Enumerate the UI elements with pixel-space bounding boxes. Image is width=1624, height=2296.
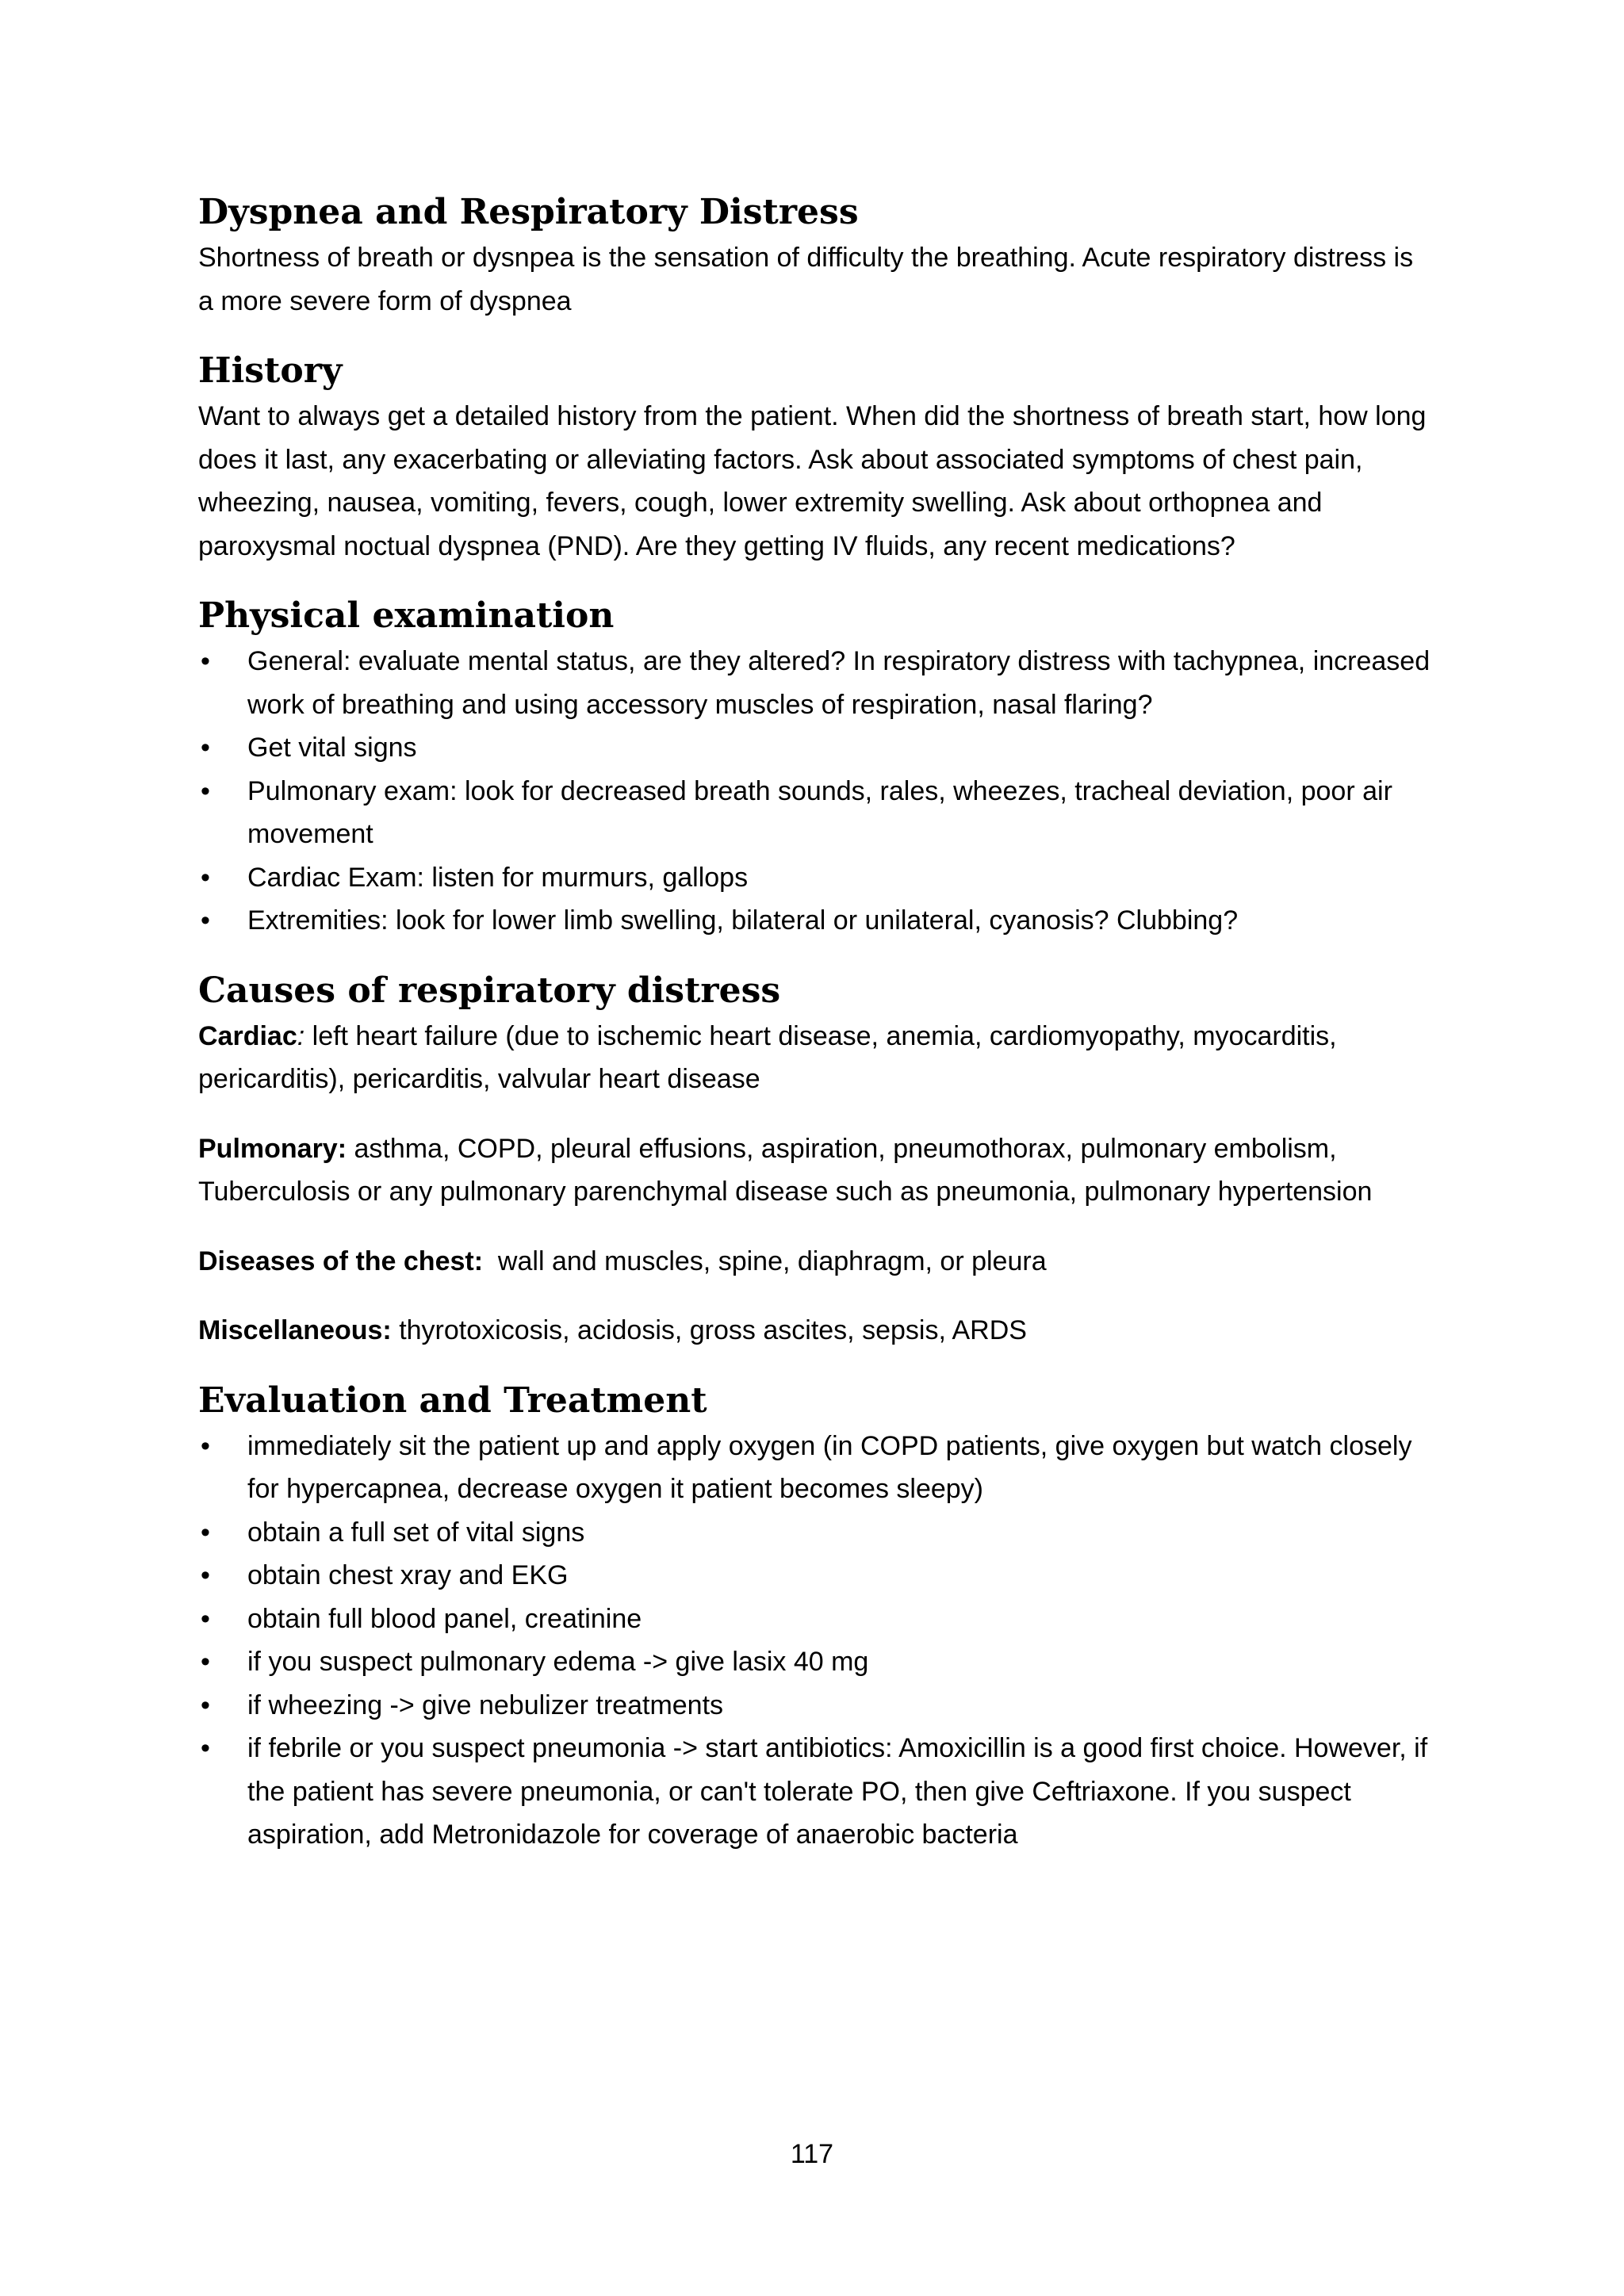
bullet-icon: • — [201, 862, 210, 893]
cause-chest: Diseases of the chest: wall and muscles, spine, diaphragm, or pleura — [198, 1246, 1047, 1276]
evaluation-list — [198, 1425, 1435, 1857]
cause-cardiac: Cardiac: left heart failure (due to ischemic heart disease, anemia, cardiomyopathy, myocarditis, pericarditis), pericarditis, valvular heart disease — [198, 1020, 1337, 1094]
cause-misc-label: Miscellaneous: — [198, 1315, 392, 1345]
dyspnea-paragraph: Shortness of breath or dysnpea is the sensation of difficulty the breathing. Acute respiratory distress is a more severe form of dyspnea — [198, 243, 1414, 316]
bullet-icon: • — [201, 1560, 210, 1590]
heading-history: History — [198, 350, 343, 391]
bullet-icon: • — [201, 1517, 210, 1548]
heading-causes: Causes of respiratory distress — [198, 970, 781, 1011]
heading-evaluation: Evaluation and Treatment — [198, 1380, 707, 1421]
section-history — [198, 347, 1435, 568]
cause-pulmonary: Pulmonary: asthma, COPD, pleural effusions, aspiration, pneumothorax, pulmonary embolism, Tuberculosis or any pulmonary parenchymal disease such as pneumonia, pulmonary hypertension — [198, 1133, 1373, 1207]
bullet-icon: • — [201, 1603, 210, 1634]
section-causes — [198, 967, 1435, 1353]
physical-exam-list — [198, 640, 1435, 943]
section-evaluation — [198, 1377, 1435, 1857]
bullet-icon: • — [201, 733, 210, 763]
list-item: • obtain a full set of vital signs — [198, 1511, 1435, 1555]
heading-dyspnea: Dyspnea and Respiratory Distress — [198, 192, 859, 232]
list-item: • Extremities: look for lower limb swelling, bilateral or unilateral, cyanosis? Clubbing? — [198, 899, 1435, 943]
cause-chest-label: Diseases of the chest: — [198, 1246, 484, 1276]
list-item: • if you suspect pulmonary edema -> give lasix 40 mg — [198, 1640, 1435, 1684]
list-item: • obtain chest xray and EKG — [198, 1554, 1435, 1598]
list-item: • Get vital signs — [198, 726, 1435, 770]
list-item: • Pulmonary exam: look for decreased breath sounds, rales, wheezes, tracheal deviation, poor air movement — [198, 770, 1435, 856]
bullet-icon: • — [201, 646, 210, 676]
section-physical-exam — [198, 592, 1435, 943]
list-item: • Cardiac Exam: listen for murmurs, gallops — [198, 856, 1435, 900]
section-dyspnea — [198, 189, 1435, 323]
list-item: • if febrile or you suspect pneumonia -> start antibiotics: Amoxicillin is a good first choice. However, if the patient has severe pneumonia, or can't tolerate PO, then give Ceftriaxone. If you suspect aspiration, add Metronidazole for coverage of anaerobic bacteria — [198, 1727, 1435, 1857]
page-number: 117 — [790, 2139, 834, 2169]
history-paragraph: Want to always get a detailed history from the patient. When did the shortness of breath start, how long does it last, any exacerbating or alleviating factors. Ask about associated symptoms of chest pain, wheezing, nausea, vomiting, fevers, cough, lower extremity swelling. Ask about orthopnea and paroxysmal noctual dyspnea (PND). Are they getting IV fluids, any recent medications? — [198, 401, 1427, 561]
bullet-icon: • — [201, 1733, 210, 1763]
list-item: • General: evaluate mental status, are they altered? In respiratory distress with tachypnea, increased work of breathing and using accessory muscles of respiration, nasal flaring? — [198, 640, 1435, 726]
document-page — [198, 189, 1435, 1857]
cause-pulmonary-label: Pulmonary: — [198, 1133, 347, 1164]
bullet-icon: • — [201, 1689, 210, 1720]
bullet-icon: • — [201, 1647, 210, 1677]
cause-cardiac-label: Cardiac — [198, 1020, 297, 1051]
list-item: • if wheezing -> give nebulizer treatments — [198, 1684, 1435, 1728]
heading-physical-exam: Physical examination — [198, 595, 615, 636]
list-item: • immediately sit the patient up and apply oxygen (in COPD patients, give oxygen but watch closely for hypercapnea, decrease oxygen it patient becomes sleepy) — [198, 1425, 1435, 1511]
bullet-icon: • — [201, 1430, 210, 1461]
bullet-icon: • — [201, 905, 210, 936]
list-item: • obtain full blood panel, creatinine — [198, 1598, 1435, 1641]
cause-misc: Miscellaneous: thyrotoxicosis, acidosis, gross ascites, sepsis, ARDS — [198, 1315, 1027, 1345]
bullet-icon: • — [201, 775, 210, 806]
